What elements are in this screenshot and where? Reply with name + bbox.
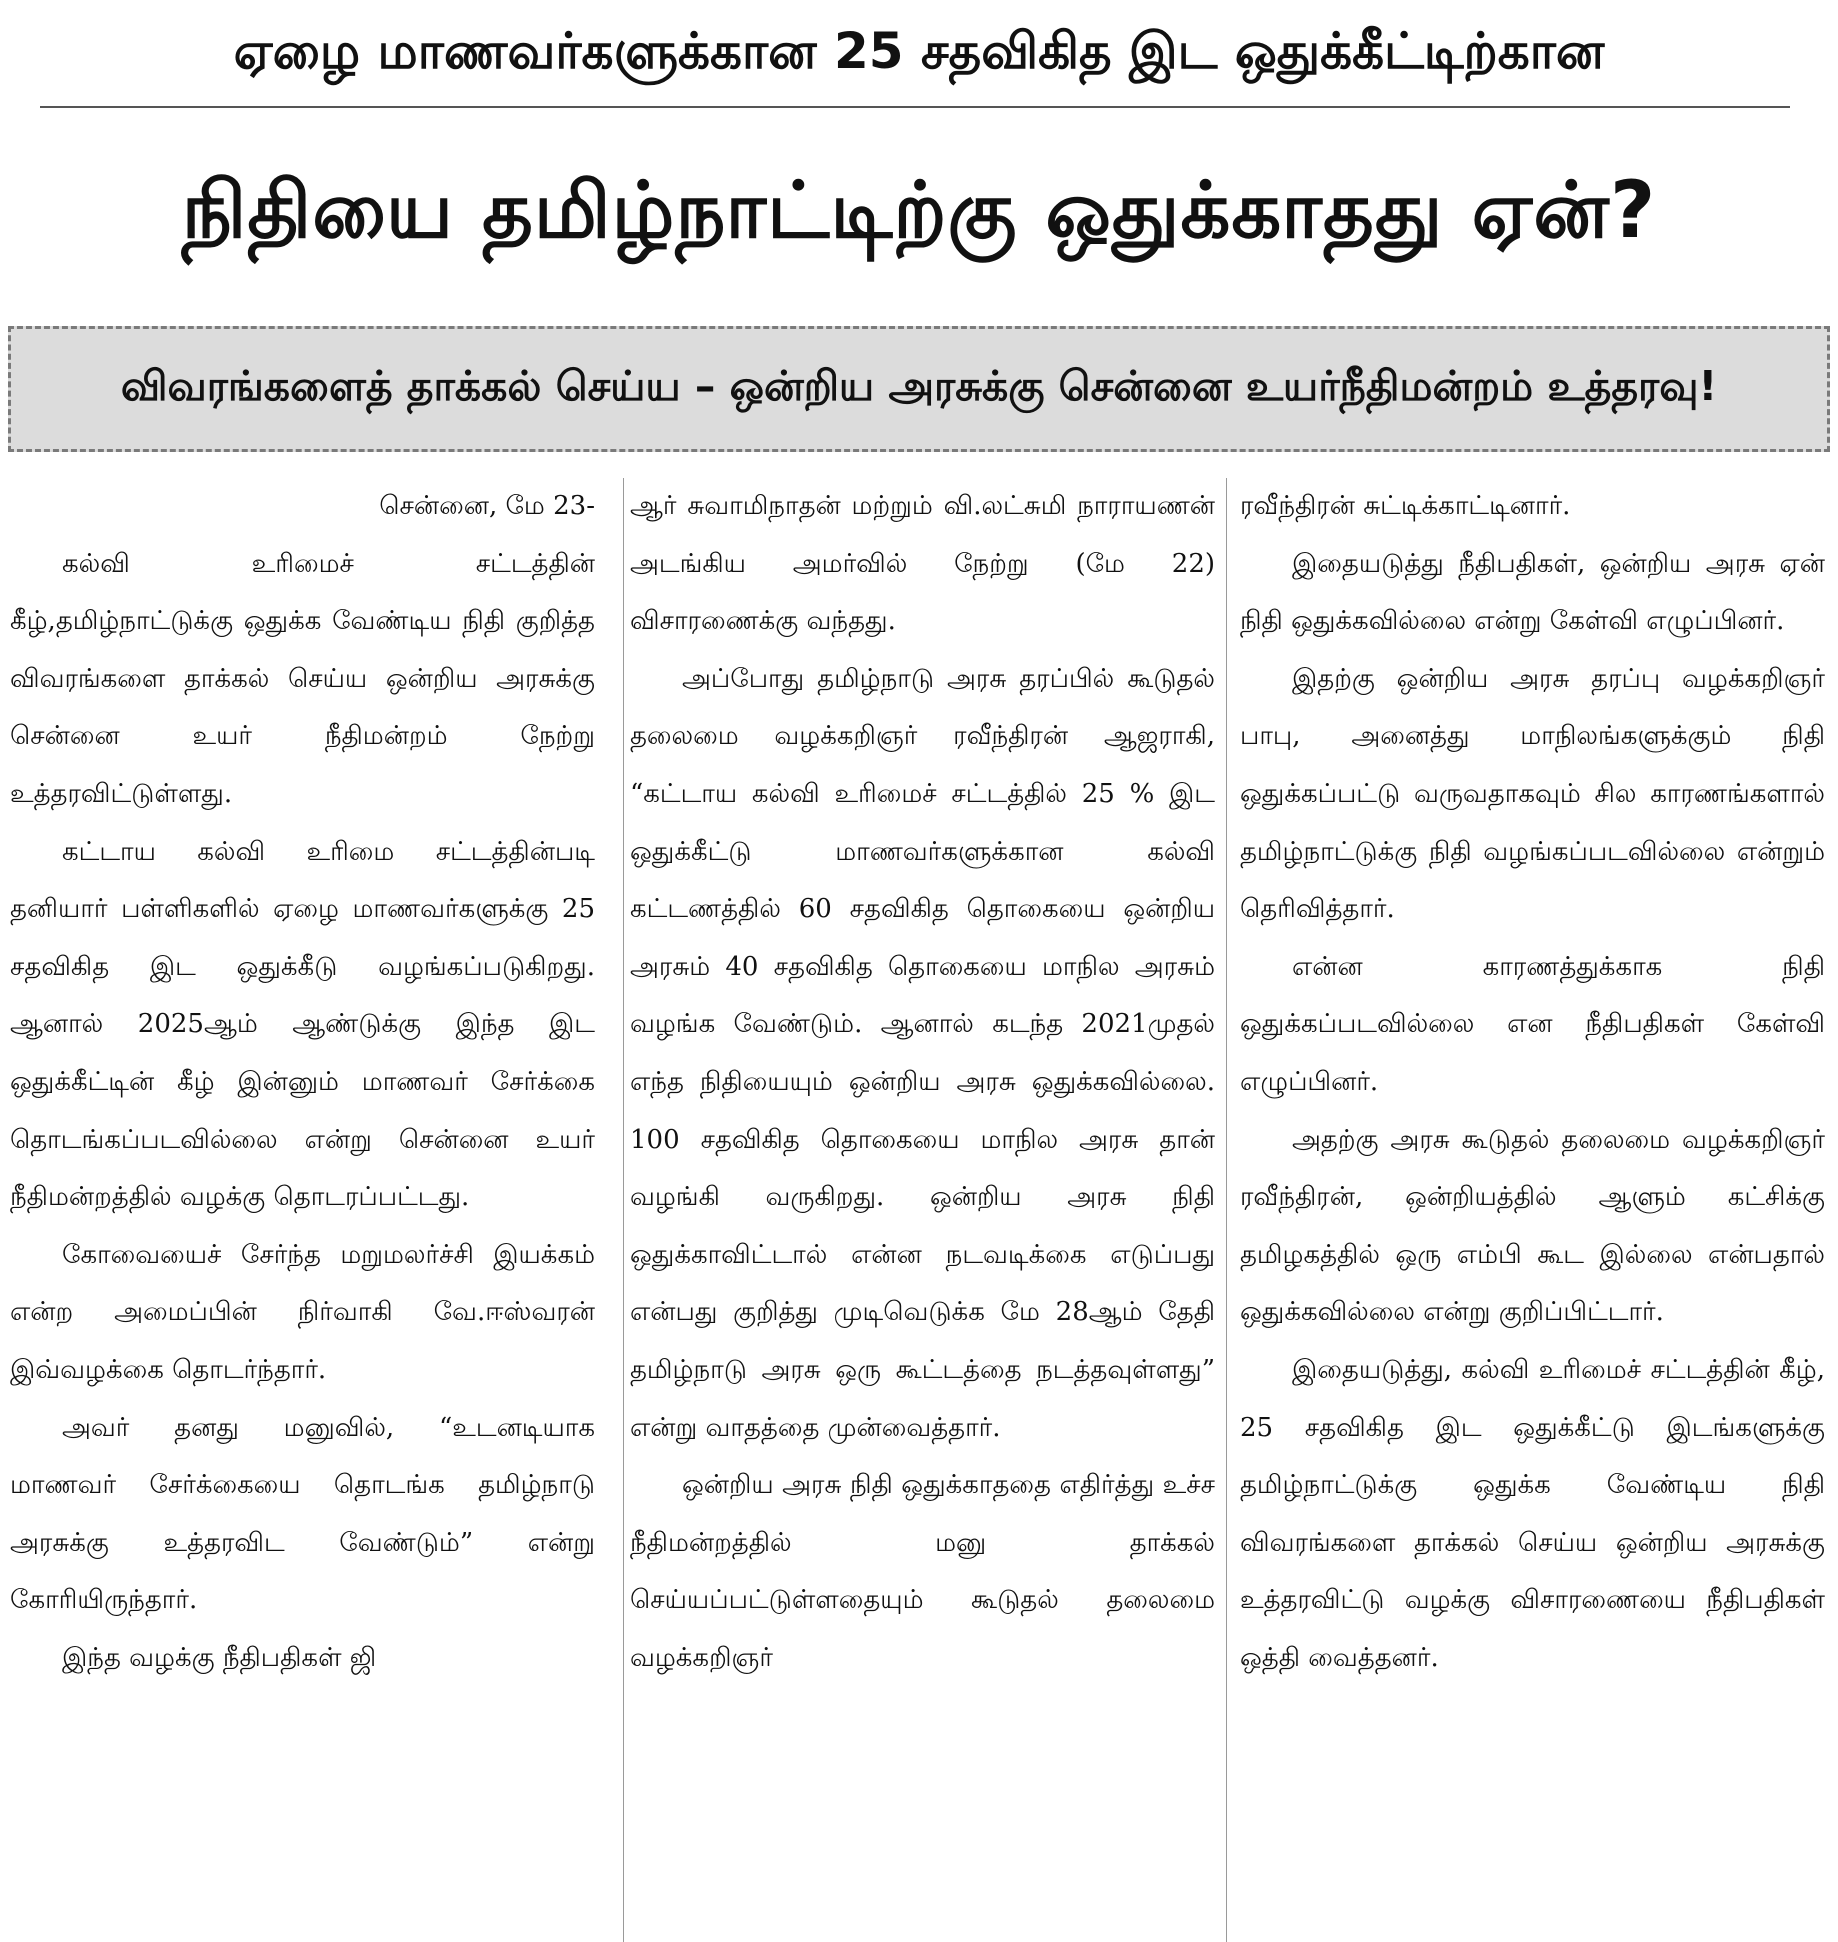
subheadline-box [8,326,1830,452]
main-headline: நிதியை தமிழ்நாட்டிற்கு ஒதுக்காதது ஏன்? [181,166,1657,256]
column-divider [1226,478,1227,1942]
kicker-divider [40,106,1790,108]
article-column-2 [630,478,1215,1942]
paragraph: கோவையைச் சேர்ந்த மறுமலர்ச்சி இயக்கம் என்ற அமைப்பின் நிர்வாகி வே.ஈஸ்வரன் இவ்வழக்கை தொடர்ந்தார். [10,1239,595,1385]
subheadline: விவரங்களைத் தாக்கல் செய்ய – ஒன்றிய அரசுக்கு சென்னை உயர்நீதிமன்றம் உத்தரவு! [120,362,1718,410]
paragraph: ஒன்றிய அரசு நிதி ஒதுக்காததை எதிர்த்து உச்ச நீதிமன்றத்தில் மனு தாக்கல் செய்யப்பட்டுள்ளதையும் கூடுதல் தலைமை வழக்கறிஞர் [630,1470,1215,1673]
paragraph: இதையடுத்து நீதிபதிகள், ஒன்றிய அரசு ஏன் நிதி ஒதுக்கவில்லை என்று கேள்வி எழுப்பினர். [1240,548,1825,637]
article-column-1 [10,478,595,1942]
paragraph: இதற்கு ஒன்றிய அரசு தரப்பு வழக்கறிஞர் பாபு, அனைத்து மாநிலங்களுக்கும் நிதி ஒதுக்கப்பட்டு வருவதாகவும் சில காரணங்களால் தமிழ்நாட்டுக்கு நிதி வழங்கப்படவில்லை என்றும் தெரிவித்தார். [1240,663,1825,925]
paragraph: என்ன காரணத்துக்காக நிதி ஒதுக்கப்படவில்லை என நீதிபதிகள் கேள்வி எழுப்பினர். [1240,951,1825,1097]
dateline: சென்னை, மே 23- [379,491,595,521]
paragraph: அதற்கு அரசு கூடுதல் தலைமை வழக்கறிஞர் ரவீந்திரன், ஒன்றியத்தில் ஆளும் கட்சிக்கு தமிழகத்தில் ஒரு எம்பி கூட இல்லை என்பதால் ஒதுக்கவில்லை என்று குறிப்பிட்டார். [1240,1124,1825,1328]
paragraph: அவர் தனது மனுவில், “உடனடியாக மாணவர் சேர்க்கையை தொடங்க தமிழ்நாடு அரசுக்கு உத்தரவிட வேண்டும்” என்று கோரியிருந்தார். [10,1412,595,1616]
kicker-headline: ஏழை மாணவர்களுக்கான 25 சதவிகித இட ஒதுக்கீட்டிற்கான [233,22,1605,80]
column-divider [623,478,624,1942]
paragraph: ஆர் சுவாமிநாதன் மற்றும் வி.லட்சுமி நாராயணன் அடங்கிய அமர்வில் நேற்று (மே 22) விசாரணைக்கு வந்தது. [630,491,1215,637]
paragraph: கட்டாய கல்வி உரிமை சட்டத்தின்படி தனியார் பள்ளிகளில் ஏழை மாணவர்களுக்கு 25 சதவிகித இட ஒதுக்கீடு வழங்கப்படுகிறது. ஆனால் 2025ஆம் ஆண்டுக்கு இந்த இட ஒதுக்கீட்டின் கீழ் இன்னும் மாணவர் சேர்க்கை தொடங்கப்படவில்லை என்று சென்னை உயர் நீதிமன்றத்தில் வழக்கு தொடரப்பட்டது. [10,836,595,1213]
paragraph: அப்போது தமிழ்நாடு அரசு தரப்பில் கூடுதல் தலைமை வழக்கறிஞர் ரவீந்திரன் ஆஜராகி, “கட்டாய கல்வி உரிமைச் சட்டத்தில் 25 % இட ஒதுக்கீட்டு மாணவர்களுக்கான கல்வி கட்டணத்தில் 60 சதவிகித தொகையை ஒன்றிய அரசும் 40 சதவிகித தொகையை மாநில அரசும் வழங்க வேண்டும். ஆனால் கடந்த 2021முதல் எந்த நிதியையும் ஒன்றிய அரசு ஒதுக்கவில்லை. 100 சதவிகித தொகையை மாநில அரசு தான் வழங்கி வருகிறது. ஒன்றிய அரசு நிதி ஒதுக்காவிட்டால் என்ன நடவடிக்கை எடுப்பது என்பது குறித்து முடிவெடுக்க மே 28ஆம் தேதி தமிழ்நாடு அரசு ஒரு கூட்டத்தை நடத்தவுள்ளது” என்று வாதத்தை முன்வைத்தார். [630,663,1215,1443]
article-column-3 [1240,478,1825,1942]
paragraph: கல்வி உரிமைச் சட்டத்தின் கீழ்,தமிழ்நாட்டுக்கு ஒதுக்க வேண்டிய நிதி குறித்த விவரங்களை தாக்கல் செய்ய ஒன்றிய அரசுக்கு சென்னை உயர் நீதிமன்றம் நேற்று உத்தரவிட்டுள்ளது. [10,548,595,809]
paragraph: இந்த வழக்கு நீதிபதிகள் ஜி [62,1642,377,1673]
paragraph: ரவீந்திரன் சுட்டிக்காட்டினார். [1240,491,1571,521]
paragraph: இதையடுத்து, கல்வி உரிமைச் சட்டத்தின் கீழ், 25 சதவிகித இட ஒதுக்கீட்டு இடங்களுக்கு தமிழ்நாட்டுக்கு ஒதுக்க வேண்டிய நிதி விவரங்களை தாக்கல் செய்ய ஒன்றிய அரசுக்கு உத்தரவிட்டு வழக்கு விசாரணையை நீதிபதிகள் ஒத்தி வைத்தனர். [1240,1354,1825,1673]
